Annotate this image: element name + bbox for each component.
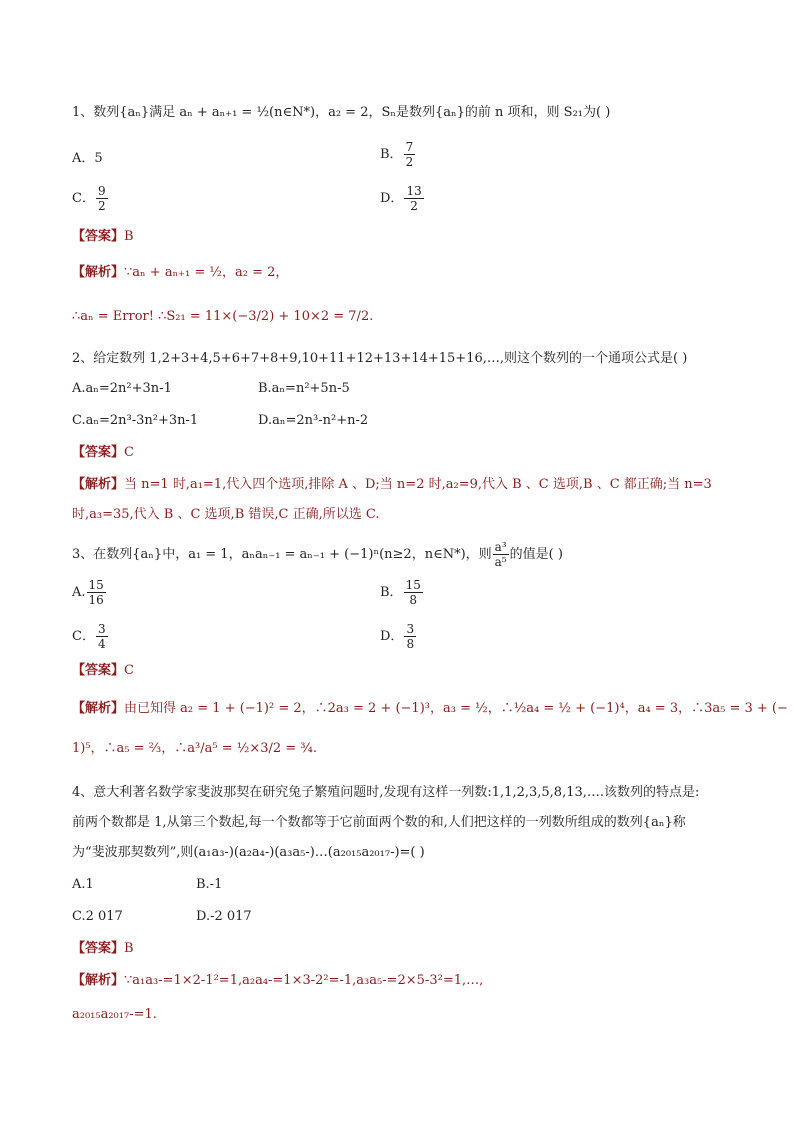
- answer-value: B: [124, 229, 134, 244]
- q3-option-b-fraction: [404, 578, 423, 607]
- answer-label: 【答案】: [72, 941, 125, 956]
- fraction-denominator: 8: [406, 637, 415, 651]
- q3-stem: [72, 540, 563, 569]
- q3-option-d-label: D．: [380, 629, 404, 644]
- fraction-denominator: 8: [404, 592, 423, 607]
- q1-stem: 1、数列{aₙ}满足 aₙ + aₙ₊₁ = ½(n∈N*)，a₂ = 2，Sₙ是数列{aₙ}的前 n 项和，则 S₂₁为( ): [72, 105, 611, 120]
- fraction-numerator: 7: [405, 140, 414, 154]
- q4-option-b: B.-1: [196, 877, 223, 892]
- analysis-label: 【解析】: [72, 973, 125, 988]
- q4-option-d: D.-2 017: [196, 909, 252, 924]
- fraction-numerator: 3: [97, 622, 106, 636]
- analysis-label: 【解析】: [72, 701, 125, 716]
- q3-stem-text: 3、在数列{aₙ}中，a₁ = 1，aₙaₙ₋₁ = aₙ₋₁ + (−1)ⁿ(n≥2，n∈N*)，则: [72, 547, 492, 562]
- fraction-denominator: 2: [404, 198, 423, 213]
- q3-option-c-label: C．: [72, 629, 95, 644]
- q4-option-c: C.2 017: [72, 909, 123, 924]
- q3-analysis-line-1: [72, 700, 788, 718]
- q2-option-a: A.aₙ=2n²+3n-1: [72, 381, 172, 396]
- q4-analysis-line-1: [72, 972, 483, 990]
- q2-analysis-line-2: 时,a₃=35,代入 B 、C 选项,B 错误,C 正确,所以选 C.: [72, 507, 380, 522]
- q1-option-d: [380, 184, 425, 213]
- q1-option-d-fraction: [404, 184, 423, 213]
- q3-stem-tail: 的值是( ): [509, 547, 563, 562]
- fraction-numerator: 13: [406, 184, 422, 198]
- q2-option-d: D.aₙ=2n³-n²+n-2: [258, 413, 369, 428]
- q1-option-c: [72, 184, 109, 213]
- analysis-text: 当 n=1 时,a₁=1,代入四个选项,排除 A 、D;当 n=2 时,a₂=9,代入 B 、C 选项,B 、C 都正确;当 n=3: [124, 477, 712, 492]
- analysis-label: 【解析】: [72, 265, 125, 280]
- q2-option-b: B.aₙ=n²+5n-5: [258, 381, 350, 396]
- q1-option-b-fraction: [404, 140, 416, 169]
- q2-stem: 2、给定数列 1,2+3+4,5+6+7+8+9,10+11+12+13+14+15+16,…,则这个数列的一个通项公式是( ): [72, 351, 688, 366]
- answer-label: 【答案】: [72, 229, 125, 244]
- fraction-denominator: 4: [97, 637, 106, 651]
- q3-option-a: [72, 578, 107, 607]
- q3-option-c: [72, 622, 109, 651]
- fraction-denominator: 2: [405, 155, 414, 169]
- q4-stem-line-3: 为“斐波那契数列”,则(a₁a₃-)(a₂a₄-)(a₃a₅-)…(a₂₀₁₅a₂₀₁₇-)=( ): [72, 845, 425, 860]
- q4-stem-line-1: 4、意大利著名数学家斐波那契在研究兔子繁殖问题时,发现有这样一列数:1,1,2,3,5,8,13,….该数列的特点是:: [72, 785, 700, 800]
- fraction-numerator: a³: [494, 540, 507, 554]
- q3-option-b-label: B．: [380, 585, 403, 600]
- fraction-denominator: 2: [97, 199, 106, 213]
- q4-option-a: A.1: [72, 877, 94, 892]
- q3-option-c-fraction: [96, 622, 108, 651]
- analysis-text: 由已知得 a₂ = 1 + (−1)² = 2，∴2a₃ = 2 + (−1)³，a₃ = ½，∴½a₄ = ½ + (−1)⁴，a₄ = 3，∴3a₅ = 3 + (−: [124, 701, 788, 716]
- q3-option-a-label: A.: [72, 585, 86, 600]
- analysis-text: ∵aₙ + aₙ₊₁ = ½，a₂ = 2，: [124, 265, 289, 280]
- q1-option-a: A．5: [72, 151, 103, 166]
- q4-analysis-line-2: a₂₀₁₅a₂₀₁₇-=1.: [72, 1007, 157, 1022]
- q3-option-b: [380, 578, 424, 607]
- fraction-numerator: 15: [88, 578, 104, 592]
- answer-label: 【答案】: [72, 663, 125, 678]
- q3-answer: [72, 662, 134, 680]
- q2-answer: [72, 444, 134, 462]
- analysis-text: ∵a₁a₃-=1×2-1²=1,a₂a₄-=1×3-2²=-1,a₃a₅-=2×5-3²=1,…,: [124, 973, 484, 988]
- q1-option-b-label: B．: [380, 147, 403, 162]
- q3-stem-fraction: [493, 540, 509, 569]
- q3-option-a-fraction: [87, 578, 106, 607]
- fraction-denominator: a⁵: [494, 555, 507, 569]
- fraction-numerator: 9: [97, 184, 106, 198]
- q4-stem-line-2: 前两个数都是 1,从第三个数起,每一个数都等于它前面两个数的和,人们把这样的一列数所组成的数列{aₙ}称: [72, 815, 686, 830]
- answer-value: B: [124, 941, 134, 956]
- q1-analysis-line-1: [72, 264, 288, 282]
- q1-analysis-line-2: ∴aₙ = Error! ∴S₂₁ = 11×(−3/2) + 10×2 = 7/2.: [72, 309, 374, 324]
- q1-option-b: [380, 140, 416, 169]
- q1-option-d-label: D．: [380, 191, 404, 206]
- q2-option-c: C.aₙ=2n³-3n²+3n-1: [72, 413, 199, 428]
- q1-option-c-label: C．: [72, 191, 95, 206]
- answer-label: 【答案】: [72, 445, 125, 460]
- q1-answer: [72, 228, 134, 246]
- answer-value: C: [124, 663, 134, 678]
- q3-analysis-line-2: 1)⁵，∴a₅ = ⅔，∴a³/a⁵ = ½×3/2 = ¾.: [72, 741, 318, 756]
- fraction-numerator: 3: [406, 622, 415, 636]
- answer-value: C: [124, 445, 134, 460]
- fraction-numerator: 15: [405, 578, 421, 592]
- q1-option-c-fraction: [96, 184, 108, 213]
- analysis-label: 【解析】: [72, 477, 125, 492]
- q3-option-d: [380, 622, 417, 651]
- q2-analysis-line-1: [72, 476, 712, 494]
- fraction-denominator: 16: [88, 593, 104, 607]
- q3-option-d-fraction: [404, 622, 416, 651]
- q4-answer: [72, 940, 134, 958]
